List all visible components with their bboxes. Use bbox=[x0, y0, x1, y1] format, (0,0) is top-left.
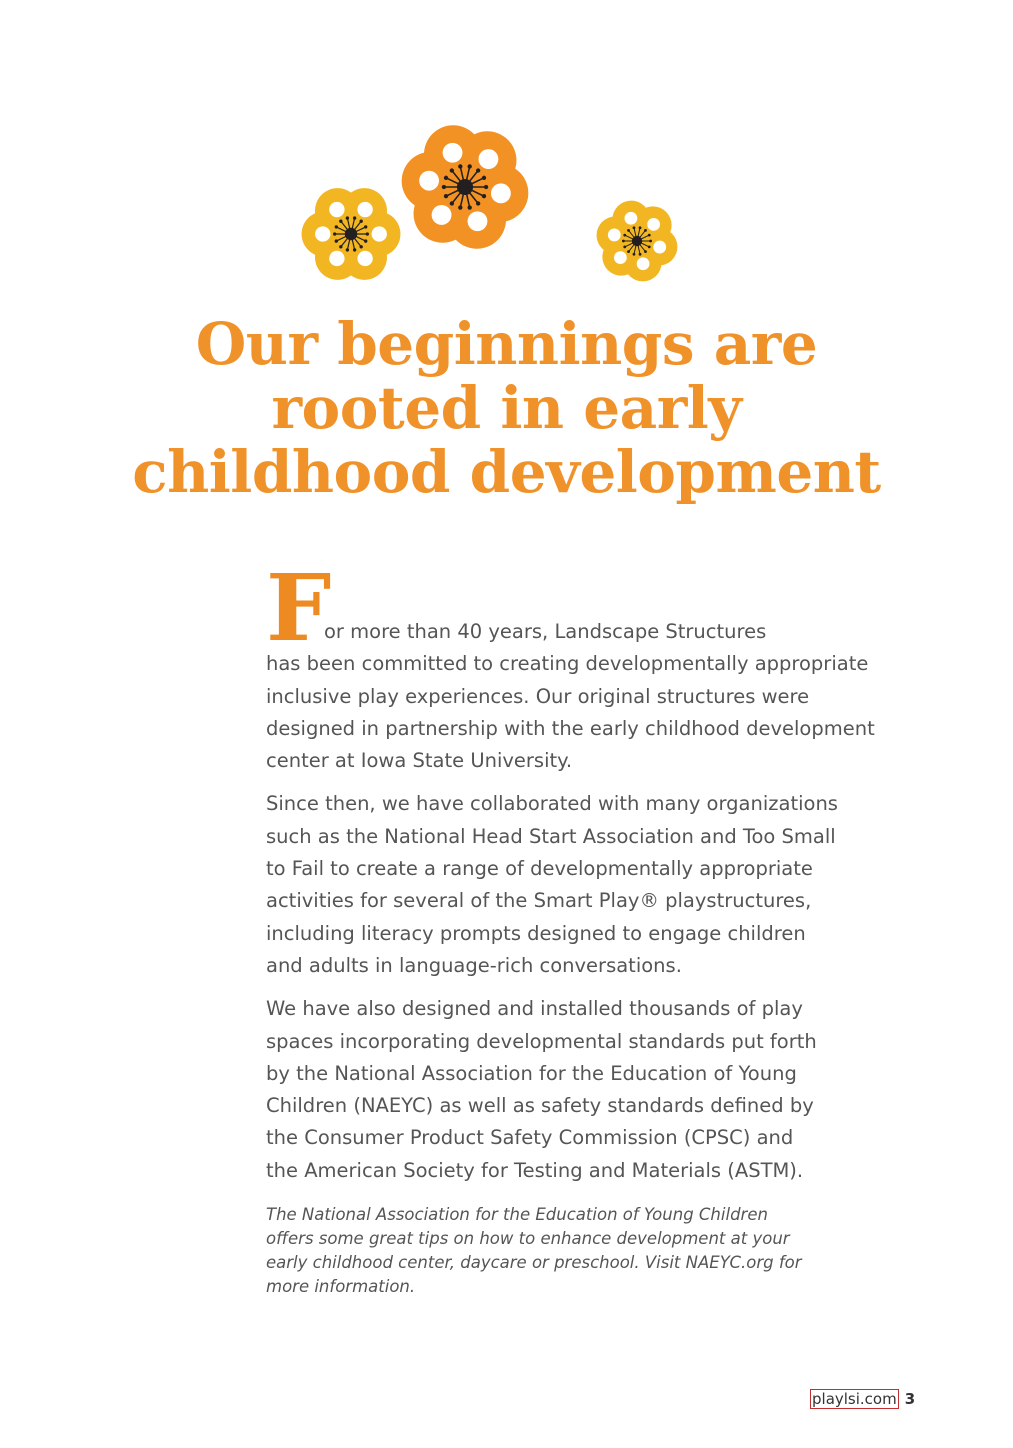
small-yellow-flower-icon-right bbox=[597, 201, 678, 282]
page-footer bbox=[810, 1390, 915, 1408]
note-line: The National Association for the Education of Young Children bbox=[266, 1205, 768, 1225]
intro-line: center at Iowa State University. bbox=[266, 749, 573, 773]
page-number: 3 bbox=[904, 1390, 916, 1408]
intro-line: inclusive play experiences. Our original structures were bbox=[266, 684, 810, 708]
intro-paragraph bbox=[266, 554, 916, 777]
title-line-3: childhood development bbox=[132, 438, 881, 506]
large-orange-flower-icon bbox=[402, 125, 529, 249]
flower-decoration bbox=[0, 0, 1013, 300]
note-line: early childhood center, daycare or preschool. Visit NAEYC.org for bbox=[266, 1253, 802, 1273]
paragraph-line: the American Society for Testing and Materials (ASTM). bbox=[266, 1158, 804, 1182]
paragraph-line: activities for several of the Smart Play® playstructures, bbox=[266, 889, 812, 913]
page-title bbox=[0, 312, 1013, 504]
paragraph-line: including literacy prompts designed to engage children bbox=[266, 921, 806, 945]
paragraph-line: and adults in language-rich conversations. bbox=[266, 953, 682, 977]
drop-cap: F bbox=[266, 554, 332, 662]
website-link[interactable]: playlsi.com bbox=[812, 1390, 897, 1408]
paragraph-line: Since then, we have collaborated with many organizations bbox=[266, 792, 838, 816]
paragraph-line: by the National Association for the Education of Young bbox=[266, 1061, 797, 1085]
collaboration-paragraph bbox=[266, 788, 916, 982]
paragraph-line: to Fail to create a range of developmentally appropriate bbox=[266, 857, 813, 881]
note-line: offers some great tips on how to enhance development at your bbox=[266, 1229, 790, 1249]
paragraph-line: We have also designed and installed thousands of play bbox=[266, 997, 803, 1021]
body-text bbox=[266, 554, 916, 1299]
title-line-2: rooted in early bbox=[271, 374, 742, 442]
title-line-1: Our beginnings are bbox=[195, 310, 818, 378]
paragraph-line: spaces incorporating developmental standards put forth bbox=[266, 1029, 817, 1053]
paragraph-line: Children (NAEYC) as well as safety standards defined by bbox=[266, 1094, 814, 1118]
naeyc-note bbox=[266, 1203, 916, 1299]
small-yellow-flower-icon-left bbox=[302, 188, 401, 280]
note-line: more information. bbox=[266, 1277, 416, 1297]
intro-line: designed in partnership with the early childhood development bbox=[266, 716, 875, 740]
paragraph-line: the Consumer Product Safety Commission (CPSC) and bbox=[266, 1126, 794, 1150]
paragraph-line: such as the National Head Start Association and Too Small bbox=[266, 824, 836, 848]
intro-line: or more than 40 years, Landscape Structures bbox=[324, 620, 767, 643]
intro-line: has been committed to creating developmentally appropriate bbox=[266, 652, 869, 676]
standards-paragraph bbox=[266, 993, 916, 1187]
